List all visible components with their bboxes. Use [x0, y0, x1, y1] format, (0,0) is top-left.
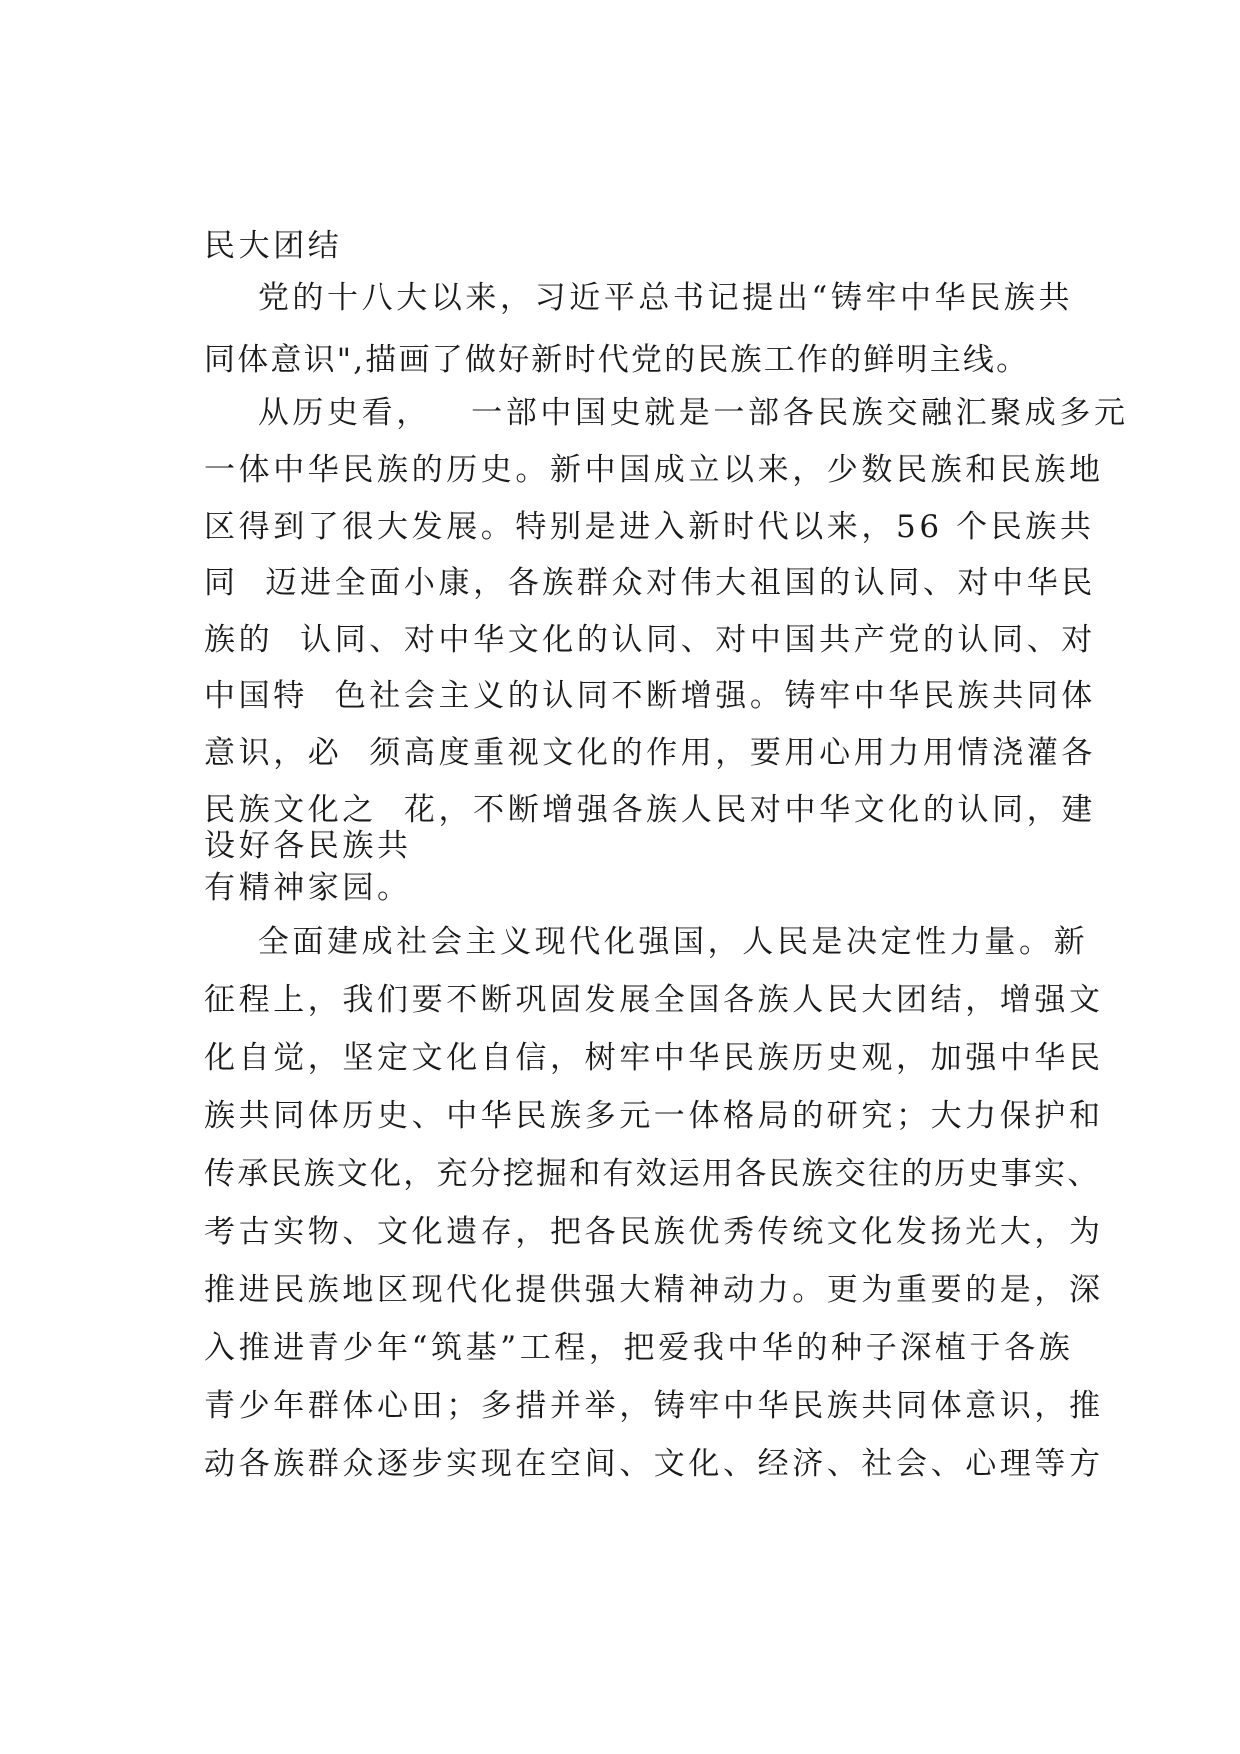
text-line: 考古实物、文化遗存，把各民族优秀传统文化发扬光大，为 — [204, 1214, 1104, 1250]
text-line: 区得到了很大发展。特别是进入新时代以来，56 个民族共 — [204, 509, 1095, 545]
text-line: 民大团结 — [204, 228, 343, 264]
text-line: 推进民族地区现代化提供强大精神动力。更为重要的是，深 — [204, 1272, 1104, 1308]
text-line: 有精神家园。 — [204, 870, 412, 906]
text-line: 一体中华民族的历史。新中国成立以来，少数民族和民族地 — [204, 452, 1104, 488]
text-line: 同体意识",描画了做好新时代党的民族工作的鲜明主线。 — [204, 342, 1030, 378]
text-line: 族的 认同、对中华文化的认同、对中国共产党的认同、对 — [204, 622, 1096, 658]
text-line: 入推进青少年“筑基”工程，把爱我中华的种子深植于各族 — [204, 1330, 1074, 1366]
text-line: 从历史看， 一部中国史就是一部各民族交融汇聚成多元 — [204, 395, 1129, 431]
text-line: 设好各民族共 — [204, 828, 412, 864]
text-line: 化自觉，坚定文化自信，树牢中华民族历史观，加强中华民 — [204, 1040, 1104, 1076]
text-line: 全面建成社会主义现代化强国，人民是决定性力量。新 — [204, 924, 1089, 960]
text-line: 同 迈进全面小康，各族群众对伟大祖国的认同、对中华民 — [204, 565, 1096, 601]
text-line: 征程上，我们要不断巩固发展全国各族人民大团结，增强文 — [204, 982, 1104, 1018]
text-line: 传承民族文化，充分挖掘和有效运用各民族交往的历史事实、 — [204, 1156, 1101, 1192]
text-line: 中国特 色社会主义的认同不断增强。铸牢中华民族共同体 — [204, 678, 1096, 714]
text-line: 党的十八大以来，习近平总书记提出“铸牢中华民族共 — [204, 280, 1074, 316]
text-line: 族共同体历史、中华民族多元一体格局的研究；大力保护和 — [204, 1098, 1104, 1134]
text-line: 青少年群体心田；多措并举，铸牢中华民族共同体意识，推 — [204, 1388, 1104, 1424]
text-line: 民族文化之 花，不断增强各族人民对中华文化的认同，建 — [204, 792, 1096, 828]
text-line: 动各族群众逐步实现在空间、文化、经济、社会、心理等方 — [204, 1446, 1104, 1482]
text-line: 意识，必 须高度重视文化的作用，要用心用力用情浇灌各 — [204, 735, 1096, 771]
